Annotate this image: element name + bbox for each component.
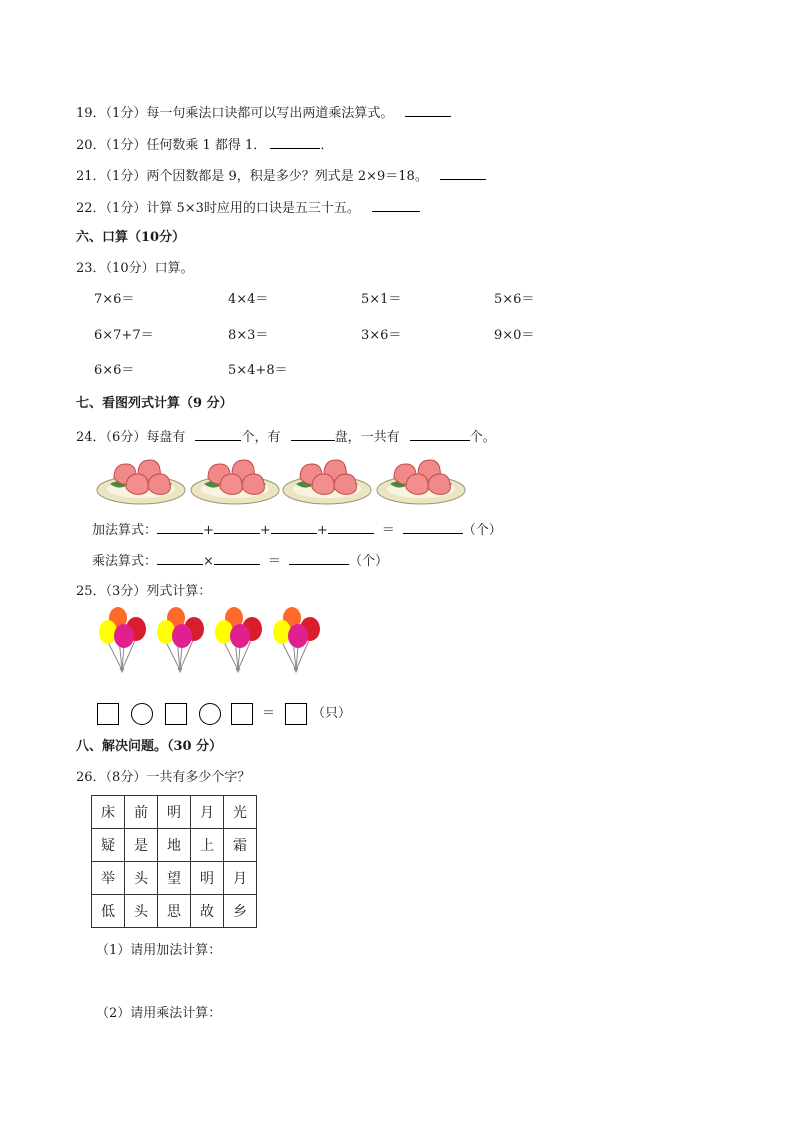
answer-box[interactable] bbox=[165, 703, 187, 725]
question-19 bbox=[76, 103, 451, 123]
add-result-blank[interactable] bbox=[403, 520, 463, 534]
grid-cell: 头 bbox=[125, 862, 158, 895]
grid-cell: 月 bbox=[224, 862, 257, 895]
question-24-prefix: 24．（6分）每盘有 bbox=[76, 430, 186, 445]
answer-box[interactable] bbox=[97, 703, 119, 725]
question-24-part2: 个，有 bbox=[241, 430, 281, 445]
question-20 bbox=[76, 135, 333, 155]
blank-total[interactable] bbox=[410, 427, 470, 441]
multiplication-label: 乘法算式： bbox=[92, 554, 158, 569]
question-22-text: 22．（1分）计算 5×3时应用的口诀是五三十五。 bbox=[76, 201, 360, 216]
question-20-suffix: ． bbox=[320, 138, 334, 153]
add-blank[interactable] bbox=[157, 520, 203, 534]
calc-item: 5×6＝ bbox=[494, 292, 535, 307]
grid-cell: 霜 bbox=[224, 829, 257, 862]
answer-blank-22[interactable] bbox=[372, 198, 420, 212]
grid-row bbox=[92, 829, 257, 862]
question-24 bbox=[76, 427, 496, 447]
question-25-text: 25．（3分）列式计算： bbox=[76, 584, 212, 599]
unit-label: （个） bbox=[462, 523, 502, 538]
section-7-heading: 七、看图列式计算（9 分） bbox=[76, 396, 233, 411]
question-24-part4: 个。 bbox=[469, 430, 496, 445]
grid-cell: 前 bbox=[125, 796, 158, 829]
equals-sign: ＝ bbox=[381, 523, 395, 538]
character-grid bbox=[91, 795, 257, 928]
operator-circle[interactable] bbox=[199, 703, 221, 725]
calc-item: 4×4＝ bbox=[228, 292, 269, 307]
blank-per-plate[interactable] bbox=[195, 427, 241, 441]
grid-cell: 月 bbox=[191, 796, 224, 829]
plus-sign: + bbox=[316, 523, 328, 538]
grid-cell: 乡 bbox=[224, 895, 257, 928]
grid-row bbox=[92, 862, 257, 895]
grid-row bbox=[92, 796, 257, 829]
question-19-text: 19．（1分）每一句乘法口诀都可以写出两道乘法算式。 bbox=[76, 106, 394, 121]
sub-question-1: （1）请用加法计算： bbox=[96, 943, 222, 958]
grid-cell: 思 bbox=[158, 895, 191, 928]
grid-cell: 明 bbox=[191, 862, 224, 895]
unit-label: （只） bbox=[312, 706, 352, 721]
grid-cell: 明 bbox=[158, 796, 191, 829]
question-20-text: 20．（1分）任何数乘 1 都得 1． bbox=[76, 138, 267, 153]
question-24-part3: 盘，一共有 bbox=[334, 430, 400, 445]
multiplication-line bbox=[92, 551, 388, 571]
result-box[interactable] bbox=[285, 703, 307, 725]
calc-item: 8×3＝ bbox=[228, 328, 269, 343]
answer-box[interactable] bbox=[231, 703, 253, 725]
calc-item: 5×4+8＝ bbox=[228, 363, 288, 378]
grid-cell: 光 bbox=[224, 796, 257, 829]
blank-plates[interactable] bbox=[291, 427, 335, 441]
equals-sign: ＝ bbox=[262, 706, 276, 721]
grid-cell: 故 bbox=[191, 895, 224, 928]
calc-item: 6×6＝ bbox=[94, 363, 135, 378]
operator-circle[interactable] bbox=[131, 703, 153, 725]
balloons-image bbox=[96, 604, 328, 676]
grid-cell: 低 bbox=[92, 895, 125, 928]
question-21 bbox=[76, 166, 486, 186]
add-blank[interactable] bbox=[214, 520, 260, 534]
grid-cell: 上 bbox=[191, 829, 224, 862]
addition-line bbox=[92, 520, 502, 540]
plus-sign: + bbox=[203, 523, 214, 538]
answer-blank-21[interactable] bbox=[440, 166, 486, 180]
answer-blank-20[interactable] bbox=[270, 135, 320, 149]
grid-cell: 望 bbox=[158, 862, 191, 895]
question-21-text: 21．（1分）两个因数都是 9，积是多少？列式是 2×9＝18。 bbox=[76, 169, 428, 184]
grid-cell: 床 bbox=[92, 796, 125, 829]
calc-item: 9×0＝ bbox=[494, 328, 535, 343]
peach-plates-image bbox=[96, 450, 470, 508]
question-22 bbox=[76, 198, 420, 218]
grid-row bbox=[92, 895, 257, 928]
sub-question-2: （2）请用乘法计算： bbox=[96, 1006, 222, 1021]
unit-label: （个） bbox=[348, 554, 388, 569]
mul-blank[interactable] bbox=[214, 551, 260, 565]
section-8-heading: 八、解决问题。（30 分） bbox=[76, 739, 223, 754]
calc-item: 6×7+7＝ bbox=[94, 328, 154, 343]
grid-cell: 是 bbox=[125, 829, 158, 862]
calc-item: 3×6＝ bbox=[361, 328, 402, 343]
plus-sign: + bbox=[259, 523, 271, 538]
grid-cell: 举 bbox=[92, 862, 125, 895]
times-sign: × bbox=[203, 554, 214, 569]
calc-item: 7×6＝ bbox=[94, 292, 135, 307]
calc-item: 5×1＝ bbox=[361, 292, 402, 307]
add-blank[interactable] bbox=[328, 520, 374, 534]
equals-sign: ＝ bbox=[267, 554, 281, 569]
grid-cell: 头 bbox=[125, 895, 158, 928]
mul-blank[interactable] bbox=[157, 551, 203, 565]
answer-blank-19[interactable] bbox=[405, 103, 451, 117]
add-blank[interactable] bbox=[271, 520, 317, 534]
mul-result-blank[interactable] bbox=[289, 551, 349, 565]
section-6-heading: 六、口算（10分） bbox=[76, 230, 186, 245]
grid-cell: 地 bbox=[158, 829, 191, 862]
grid-cell: 疑 bbox=[92, 829, 125, 862]
addition-label: 加法算式： bbox=[92, 523, 158, 538]
question-26-text: 26．（8分）一共有多少个字？ bbox=[76, 770, 251, 785]
question-23-text: 23．（10分）口算。 bbox=[76, 261, 194, 276]
